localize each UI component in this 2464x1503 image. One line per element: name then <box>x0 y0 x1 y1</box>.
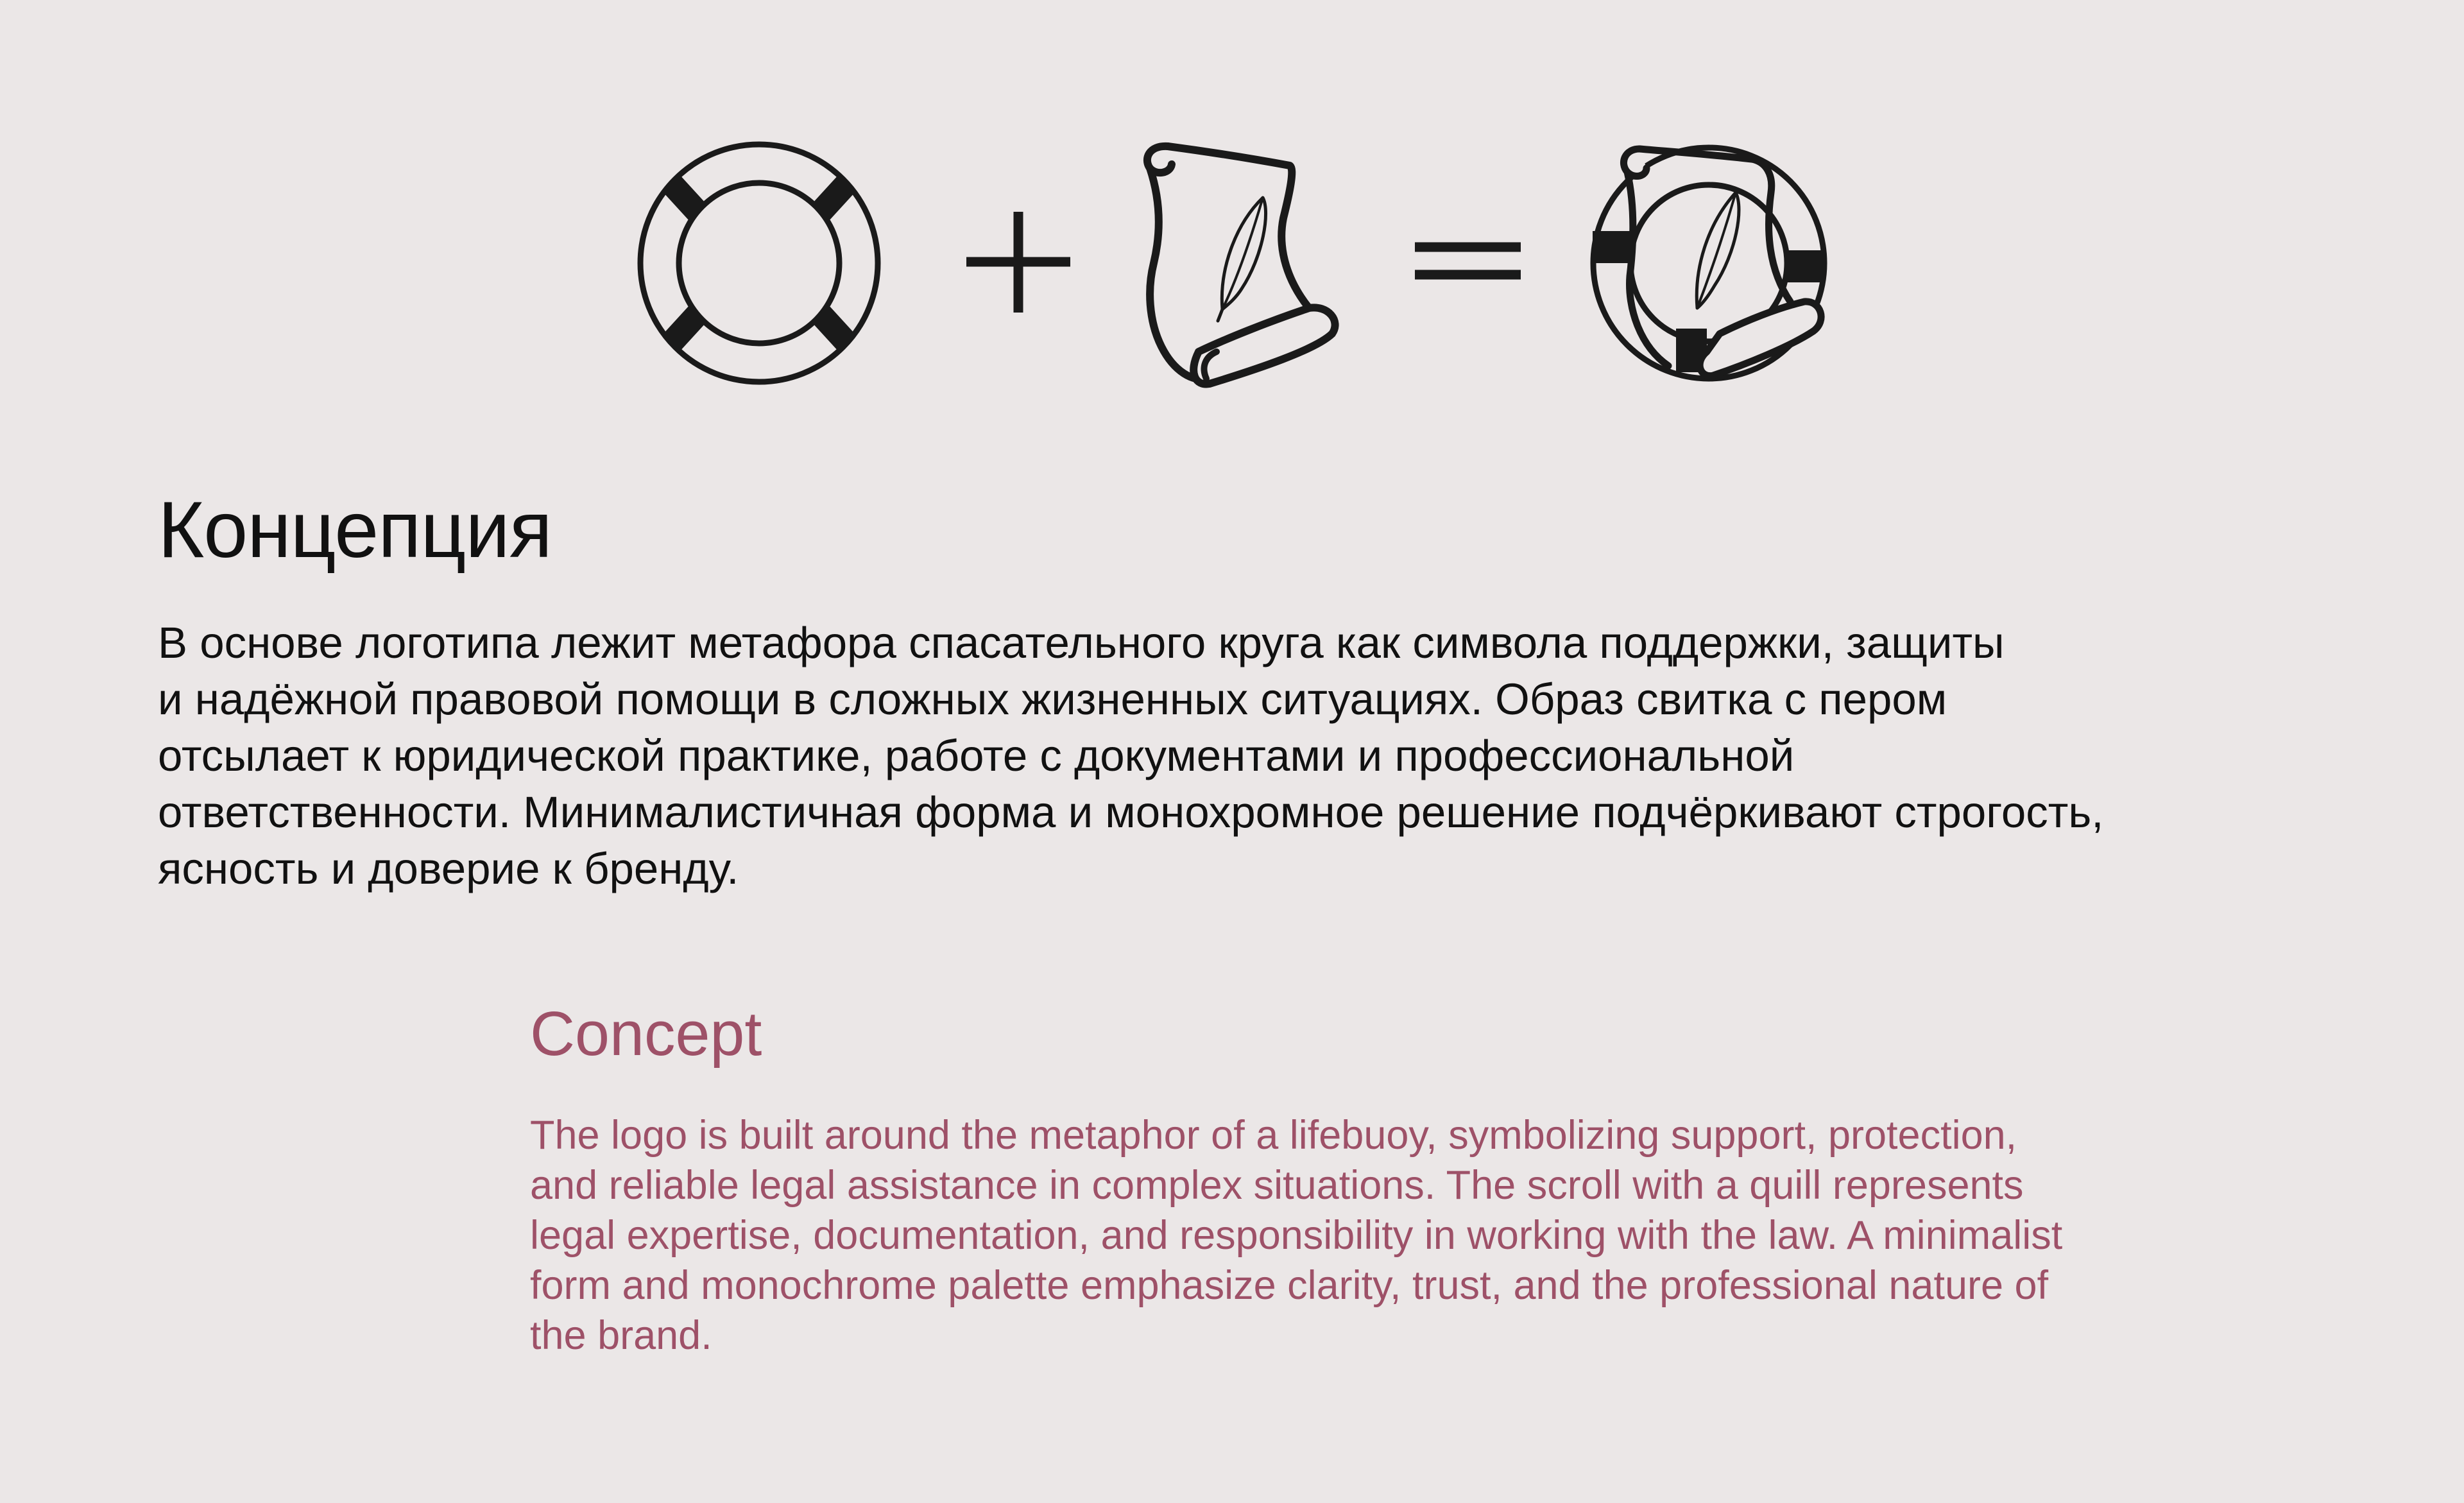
en-line: and reliable legal assistance in complex situations. The scroll with a quill represents <box>530 1163 2024 1208</box>
plus-icon <box>966 212 1070 313</box>
en-line: legal expertise, documentation, and responsibility in working with the law. A minimalist <box>530 1213 2063 1258</box>
logo-equation <box>629 135 1835 391</box>
ru-line: отсылает к юридической практике, работе с документами и профессиональной <box>158 731 1795 780</box>
equals-icon <box>1415 247 1521 275</box>
en-line: the brand. <box>530 1313 712 1358</box>
ru-line: и надёжной правовой помощи в сложных жизненных ситуациях. Образ свитка с пером <box>158 674 1947 724</box>
en-heading: Concept <box>530 999 762 1069</box>
ru-line: В основе логотипа лежит метафора спасательного круга как символа поддержки, защиты <box>158 618 2005 667</box>
lifebuoy-icon <box>640 144 878 382</box>
ru-line: ответственности. Минималистичная форма и монохромное решение подчёркивают строгость, <box>158 787 2104 837</box>
en-line: The logo is built around the metaphor of a lifebuoy, symbolizing support, protection, <box>530 1113 2017 1158</box>
scroll-quill-icon <box>1147 146 1335 384</box>
en-body <box>530 1110 2250 1361</box>
ru-heading: Концепция <box>158 486 552 574</box>
ru-line: ясность и доверие к бренду. <box>158 844 739 893</box>
ru-body <box>158 615 2404 897</box>
lifebuoy-scroll-logo-icon <box>1593 148 1825 379</box>
en-line: form and monochrome palette emphasize clarity, trust, and the professional nature of <box>530 1263 2049 1308</box>
